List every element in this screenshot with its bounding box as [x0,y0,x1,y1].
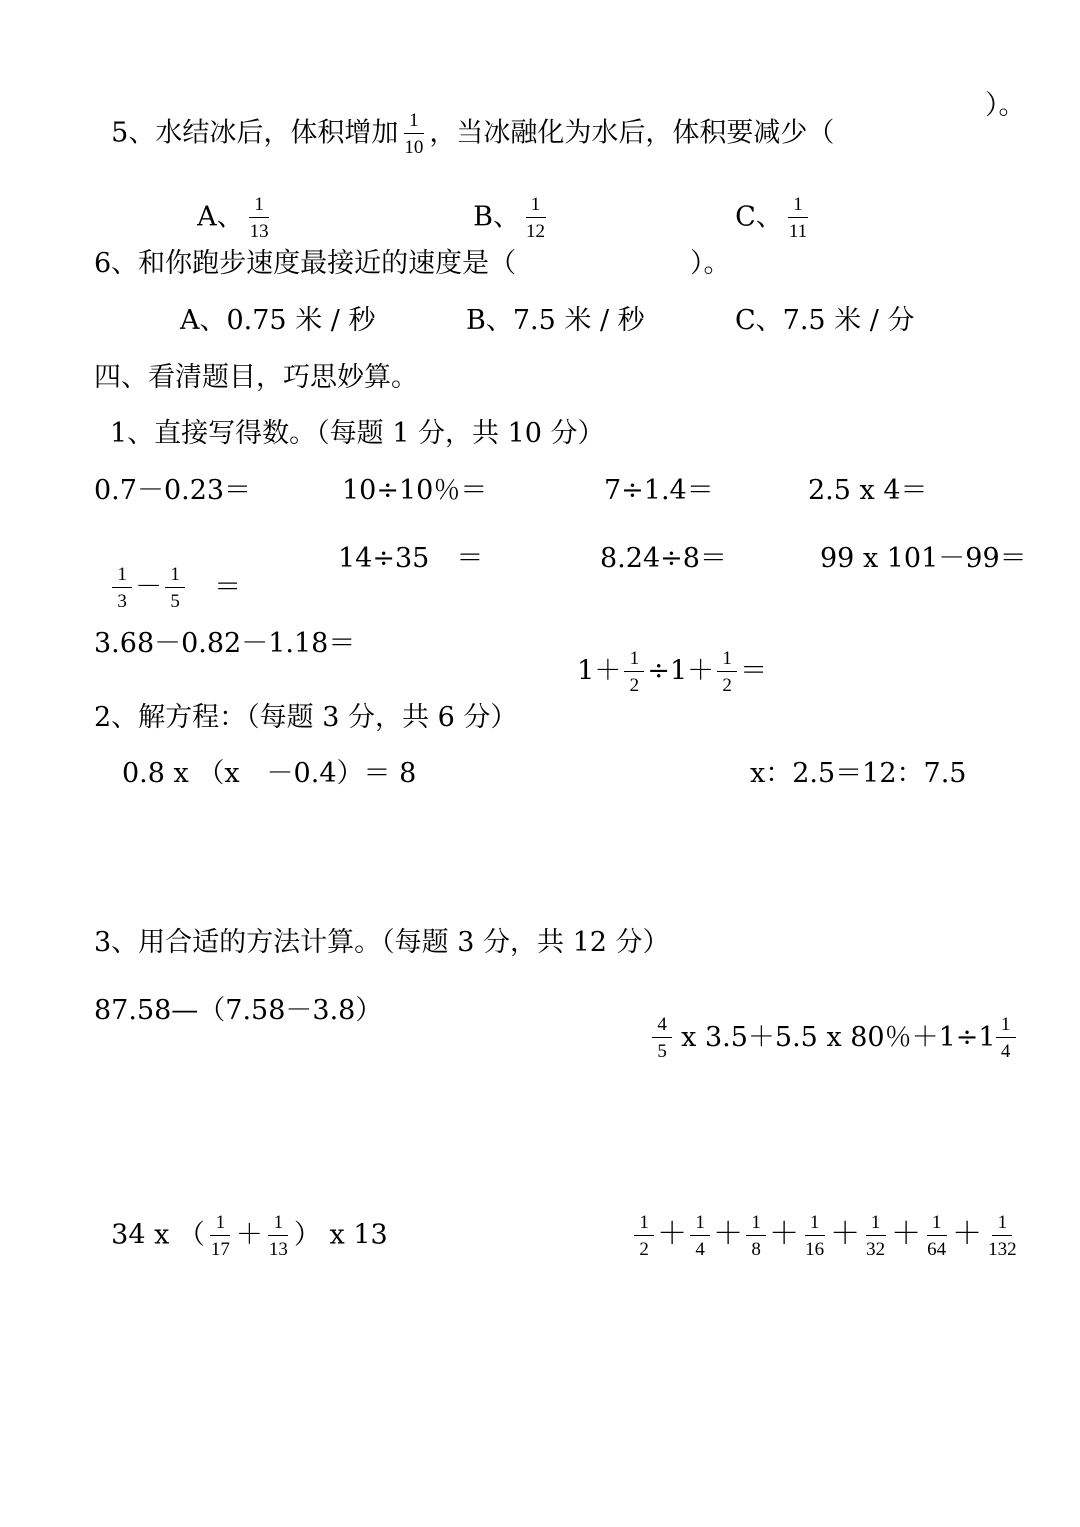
calc-row1-item4: 2.5 x 4＝ [808,475,928,506]
q6-option-b[interactable]: B、7.5 米 / 秒 [466,305,645,336]
q5-suffix: ，当冰融化为水后，体积要减少（ [429,117,835,149]
problem-2: $\frac{4}{5}$ x 3.5＋5.5 x 80％＋1÷1 $\frac{1}{4}$ [632,988,1019,1061]
q5-option-c[interactable]: C、 $\frac{1}{11}$ [735,194,808,242]
equation-2: x：2.5＝12：7.5 [750,758,967,789]
part-3-heading: 3、用合适的方法计算。（每题 3 分，共 12 分） [94,927,670,958]
calc-row2-item1: $\frac{1}{3}$ － $\frac{1}{5}$ ＝ [92,538,241,611]
calc-row1-item3: 7÷1.4＝ [604,475,714,506]
calc-row3-item2: 1＋ $\frac{1}{2}$ ÷1＋ $\frac{1}{2}$ ＝ [577,648,768,696]
part-2-heading: 2、解方程：（每题 3 分，共 6 分） [94,702,518,733]
q5-option-b[interactable]: B、 $\frac{1}{12}$ [473,194,546,242]
problem-3: 34 x （ $\frac{1}{17}$ ＋ $\frac{1}{13}$ ） x 13 [111,1212,388,1260]
problem-4: $\frac{1}{2}$ ＋ $\frac{1}{4}$ ＋ $\frac{1}{8}$ ＋ $\frac{1}{16}$ ＋ $\frac{1}{32}$ ＋ $\frac{1}{64}$ ＋ $\frac{1}{132}$ [614,1186,1023,1259]
q5-prefix: 5、水结冰后，体积增加 [111,117,399,149]
section-4-heading: 四、看清题目，巧思妙算。 [94,362,418,393]
calc-row1-item2: 10÷10％＝ [342,475,488,506]
question-5 [94,84,834,157]
calc-row2-item3: 8.24÷8＝ [600,543,727,574]
calc-row2-item2: 14÷35 ＝ [338,543,484,574]
q5-option-a[interactable]: A、 $\frac{1}{13}$ [197,194,269,242]
q6-close-paren: ）。 [690,248,731,279]
part-1-heading: 1、直接写得数。（每题 1 分，共 10 分） [110,418,605,449]
q6-option-a[interactable]: A、0.75 米 / 秒 [180,305,376,336]
q5-close-paren: ）。 [985,90,1026,121]
calc-row2-item4: 99 x 101－99＝ [820,543,1027,574]
q6-option-c[interactable]: C、7.5 米 / 分 [735,305,915,336]
equation-1: 0.8 x （x －0.4）＝ 8 [122,758,417,789]
problem-1: 87.58—（7.58－3.8） [94,995,383,1026]
question-6: 6、和你跑步速度最接近的速度是（ [94,248,517,279]
calc-row1-item1: 0.7－0.23＝ [94,475,252,506]
calc-row3-item1: 3.68－0.82－1.18＝ [94,628,356,659]
q5-fraction: $\frac{1}{10}$ [404,110,424,158]
